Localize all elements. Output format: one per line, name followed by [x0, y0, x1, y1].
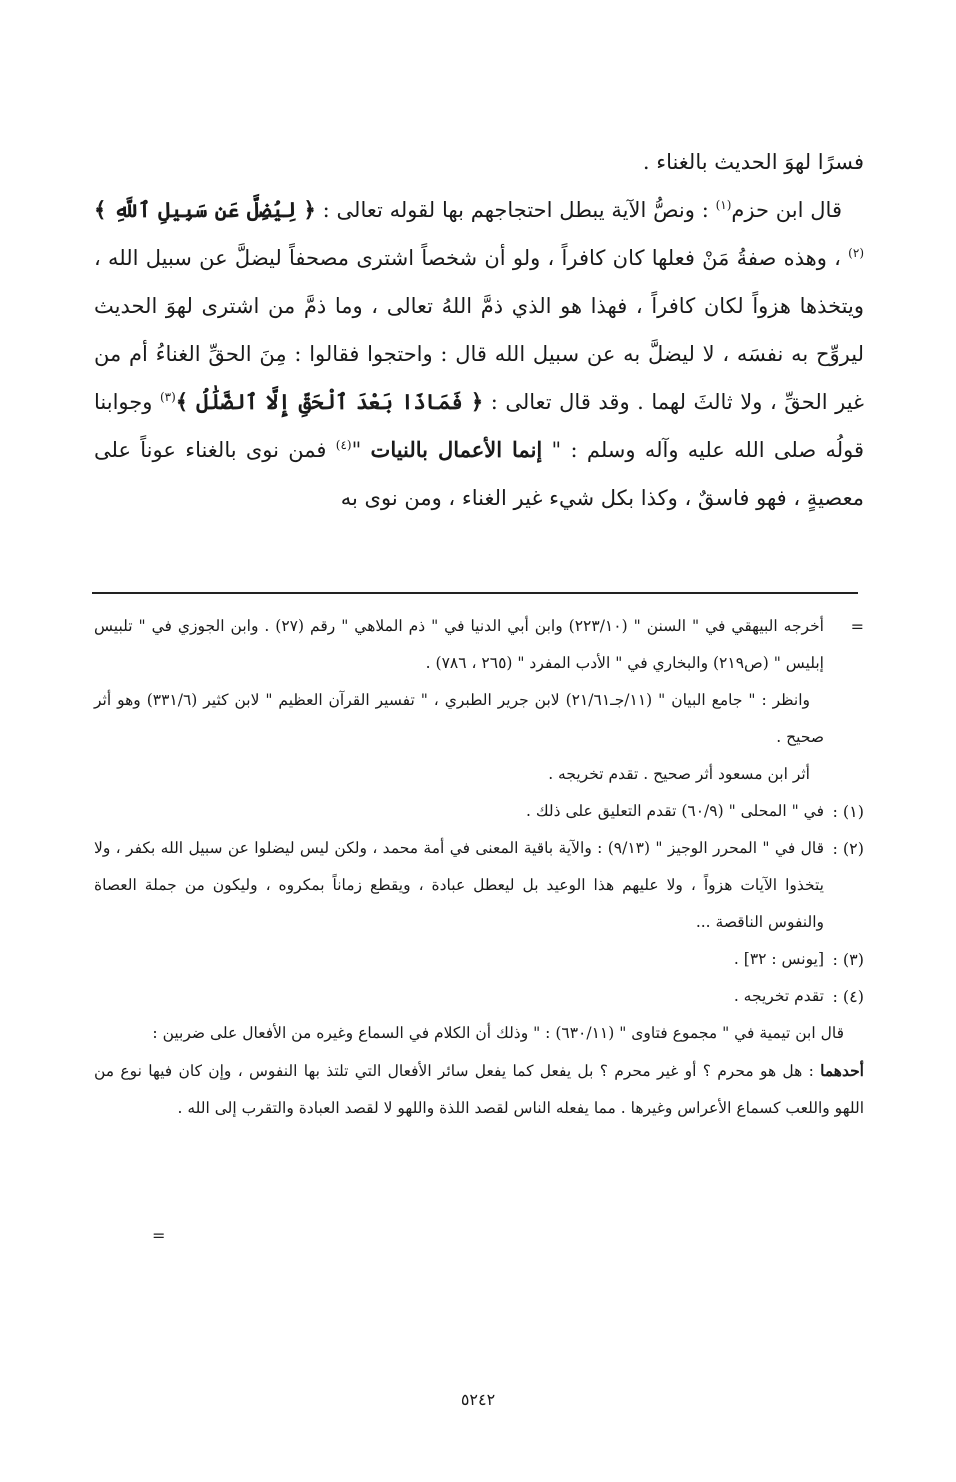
footnote-ref-1: (١) — [715, 198, 732, 212]
ibn-taymiyya-quote: قال ابن تيمية في " مجموع فتاوى " (٦٣٠/١١) : " وذلك أن الكلام في السماع وغيره من الأفعال على ضربين : — [152, 1024, 844, 1042]
paragraph-2 — [94, 186, 864, 522]
text-segment-b: : ونصُّ الآية يبطل احتجاجهم بها لقوله تعالى : — [315, 198, 716, 222]
footnote-separator — [92, 592, 858, 594]
quran-verse-2: ﴿ فَمَاذَا بَعْدَ ٱلْحَقِّ إِلَّا ٱلضَّلَٰلُ ﴾ — [175, 389, 484, 414]
footnote-2-marker: (٢) : — [832, 839, 864, 858]
quran-verse-1: ﴿ لِيُضِلَّ عَن سَبِيلِ ٱللَّهِ ﴾ — [94, 197, 316, 222]
text-segment-c: ، وهذه صفةُ مَنْ فعلها كان كافراً ، ولو أن شخصاً اشترى مصحفاً ليضلَّ عن سبيل الله ، ويتخذها هزواً لكان كافراً ، فهذا هو الذي ذمَّ اللهُ تعالى ، وما ذمَّ من اشترى لهوَ الحديث ليروِّح به نفسَه ، لا ليضلَّ به عن سبيل الله قال : واحتجوا فقالوا : مِنَ الحقِّ الغناءُ أم من غير الحقِّ ، ولا ثالثَ لهما . وقد قال تعالى : — [94, 246, 865, 414]
text-segment-e: " — [351, 438, 371, 462]
footnote-continued-line-2: وانظر : " جامع البيان " (١١/جـ٢١/٦١) لابن جرير الطبري ، " تفسير القرآن العظيم " لابن كثير (٣٣١/٦) وهو أثر صحيح . — [94, 691, 824, 746]
footnote-continued-line-3: أثر ابن مسعود أثر صحيح . تقدم تخريجه . — [548, 765, 810, 783]
main-text — [94, 138, 864, 522]
first-kind-text: : هل هو محرم ؟ أو غير محرم ؟ بل يفعل كما يفعل سائر الأفعال التي تلتذ بها النفوس ، وإن كان فيها نوع من اللهو واللعب كسماع الأعراس وغيرها . مما يفعله الناس لقصد اللذة واللهو لا لقصد العبادة والتقرب إلى الله . — [94, 1062, 864, 1117]
first-kind-label: أحدهما — [820, 1061, 864, 1080]
text-segment-d: وجوابنا قولُه صلى الله عليه وآله وسلم : " — [94, 390, 864, 462]
footnote-1-marker: (١) : — [832, 802, 864, 821]
footnote-ref-2: (٢) — [848, 246, 864, 260]
page-number: ٥٢٤٢ — [460, 1390, 496, 1409]
continuation-marker: = — [850, 617, 864, 636]
footnote-2-text: قال في " المحرر الوجيز " (٩/١٣) : والآية باقية المعنى في أمة محمد ، ولكن ليس ليضلوا عن سبيل الله بكفر ، ولا يتخذوا الآيات هزواً ، ولا عليهم هذا الوعيد بل ليعطل عبادة ، ويقطع زماناً بمكروه ، وليكون من جملة العصاة والنفوس الناقصة ... — [94, 839, 824, 931]
footnote-ref-4: (٤) — [335, 438, 352, 452]
paragraph-1: فسرًا لهوَ الحديث بالغناء . — [642, 150, 864, 174]
footnote-4-text: تقدم تخريجه . — [733, 987, 824, 1005]
footnote-4 — [94, 978, 864, 1015]
footnote-continued-text — [94, 608, 824, 793]
footnote-ref-3: (٣) — [159, 390, 176, 404]
footnote-3 — [94, 941, 864, 978]
hadith-quote: إنما الأعمال بالنيات — [370, 437, 543, 462]
text-segment-a: قال ابن حزم — [731, 198, 842, 222]
footnote-continued — [94, 608, 864, 793]
footnote-4-marker: (٤) : — [832, 987, 864, 1006]
text-segment-f: فمن نوى بالغناء عوناً على معصيةٍ ، فهو فاسقٌ ، وكذا بكل شيء غير الغناء ، ومن نوى به — [94, 438, 864, 510]
continues-next-page-marker: = — [152, 1226, 166, 1245]
footnote-continued-line-1: أخرجه البيهقي في " السنن " (٢٢٣/١٠) وابن أبي الدنيا في " ذم الملاهي " رقم (٢٧) . وابن الجوزي في " تلبيس إبليس " (ص٢١٩) والبخاري في " الأدب المفرد " (٢٦٥ ، ٧٨٦) . — [94, 617, 824, 672]
first-kind-paragraph — [94, 1052, 864, 1127]
footnote-3-text: [يونس : ٣٢] . — [733, 950, 824, 968]
footnote-1-text: في " المحلى " (٦٠/٩) تقدم التعليق على ذلك . — [526, 802, 824, 820]
footnotes — [94, 608, 864, 1127]
footnote-1 — [94, 793, 864, 830]
footnote-3-marker: (٣) : — [832, 950, 864, 969]
footnote-2 — [94, 830, 864, 941]
